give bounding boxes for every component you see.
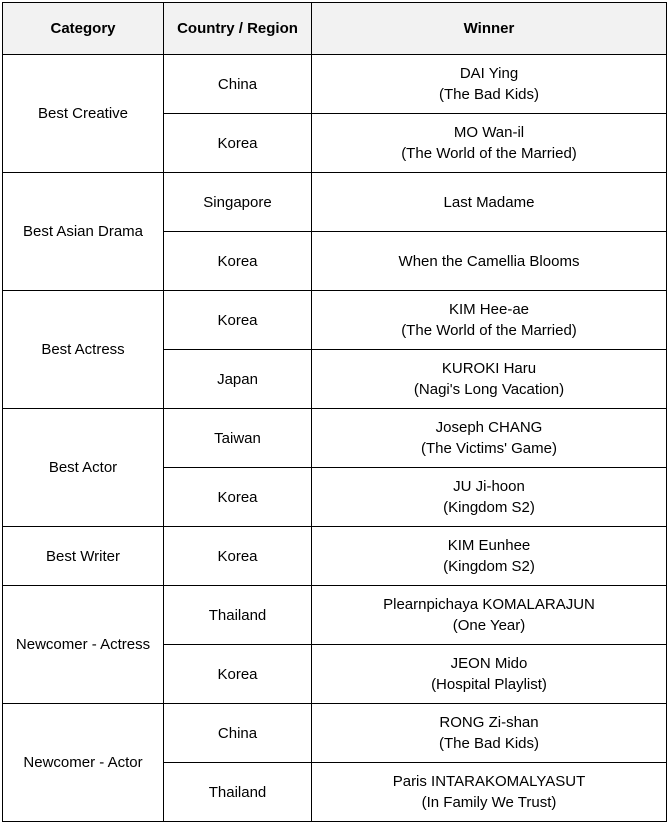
country-cell: China <box>164 55 312 114</box>
table-header <box>3 3 667 55</box>
winner-cell <box>312 114 667 173</box>
category-cell: Newcomer - Actress <box>3 586 164 704</box>
winner-name: MO Wan-il <box>453 124 525 141</box>
winner-work: (The Bad Kids) <box>438 86 540 103</box>
winner-cell <box>312 232 667 291</box>
winner-cell <box>312 468 667 527</box>
winner-cell <box>312 291 667 350</box>
country-cell: Taiwan <box>164 409 312 468</box>
winner-name: Plearnpichaya KOMALARAJUN <box>383 596 595 613</box>
table-row <box>3 409 667 468</box>
winner-name: KIM Eunhee <box>447 537 531 554</box>
winner-work: (Kingdom S2) <box>443 499 535 516</box>
country-cell: Korea <box>164 468 312 527</box>
table-body <box>3 55 667 822</box>
winner-name: RONG Zi-shan <box>439 714 539 731</box>
table-row <box>3 704 667 763</box>
winner-cell <box>312 350 667 409</box>
winner-cell <box>312 173 667 232</box>
table-row <box>3 586 667 645</box>
header-category: Category <box>3 3 164 55</box>
winner-name: DAI Ying <box>459 65 519 82</box>
country-cell: Korea <box>164 645 312 704</box>
category-cell: Best Actress <box>3 291 164 409</box>
country-cell: Thailand <box>164 586 312 645</box>
category-cell: Newcomer - Actor <box>3 704 164 822</box>
winner-work: (The World of the Married) <box>401 145 577 162</box>
winner-work: (Hospital Playlist) <box>431 676 547 693</box>
winner-work: (The Bad Kids) <box>438 735 540 752</box>
header-country: Country / Region <box>164 3 312 55</box>
country-cell: Korea <box>164 232 312 291</box>
winner-work: (One Year) <box>452 617 526 634</box>
winner-name: KUROKI Haru <box>441 360 537 377</box>
winner-cell <box>312 586 667 645</box>
category-cell: Best Actor <box>3 409 164 527</box>
winner-name: KIM Hee-ae <box>448 301 530 318</box>
winner-work: (The World of the Married) <box>401 322 577 339</box>
country-cell: Korea <box>164 291 312 350</box>
winner-cell <box>312 527 667 586</box>
winner-work: (The Victims' Game) <box>421 440 557 457</box>
category-cell: Best Asian Drama <box>3 173 164 291</box>
awards-table <box>2 2 667 822</box>
winner-work: (In Family We Trust) <box>421 794 557 811</box>
winner-name: When the Camellia Blooms <box>398 252 580 270</box>
country-cell: Singapore <box>164 173 312 232</box>
winner-work: (Nagi's Long Vacation) <box>413 381 565 398</box>
country-cell: Thailand <box>164 763 312 822</box>
table-row <box>3 55 667 114</box>
table-row <box>3 173 667 232</box>
country-cell: China <box>164 704 312 763</box>
table-row <box>3 291 667 350</box>
category-cell: Best Creative <box>3 55 164 173</box>
winner-name: JEON Mido <box>450 655 528 672</box>
country-cell: Korea <box>164 114 312 173</box>
table-row <box>3 527 667 586</box>
country-cell: Korea <box>164 527 312 586</box>
country-cell: Japan <box>164 350 312 409</box>
winner-name: Joseph CHANG <box>435 419 543 436</box>
winner-name: Last Madame <box>443 193 535 211</box>
winner-cell <box>312 763 667 822</box>
header-winner: Winner <box>312 3 667 55</box>
winner-cell <box>312 704 667 763</box>
winner-name: JU Ji-hoon <box>453 478 525 495</box>
winner-cell <box>312 55 667 114</box>
winner-work: (Kingdom S2) <box>443 558 535 575</box>
header-row <box>3 3 667 55</box>
winner-name: Paris INTARAKOMALYASUT <box>392 773 586 790</box>
winner-cell <box>312 409 667 468</box>
category-cell: Best Writer <box>3 527 164 586</box>
winner-cell <box>312 645 667 704</box>
